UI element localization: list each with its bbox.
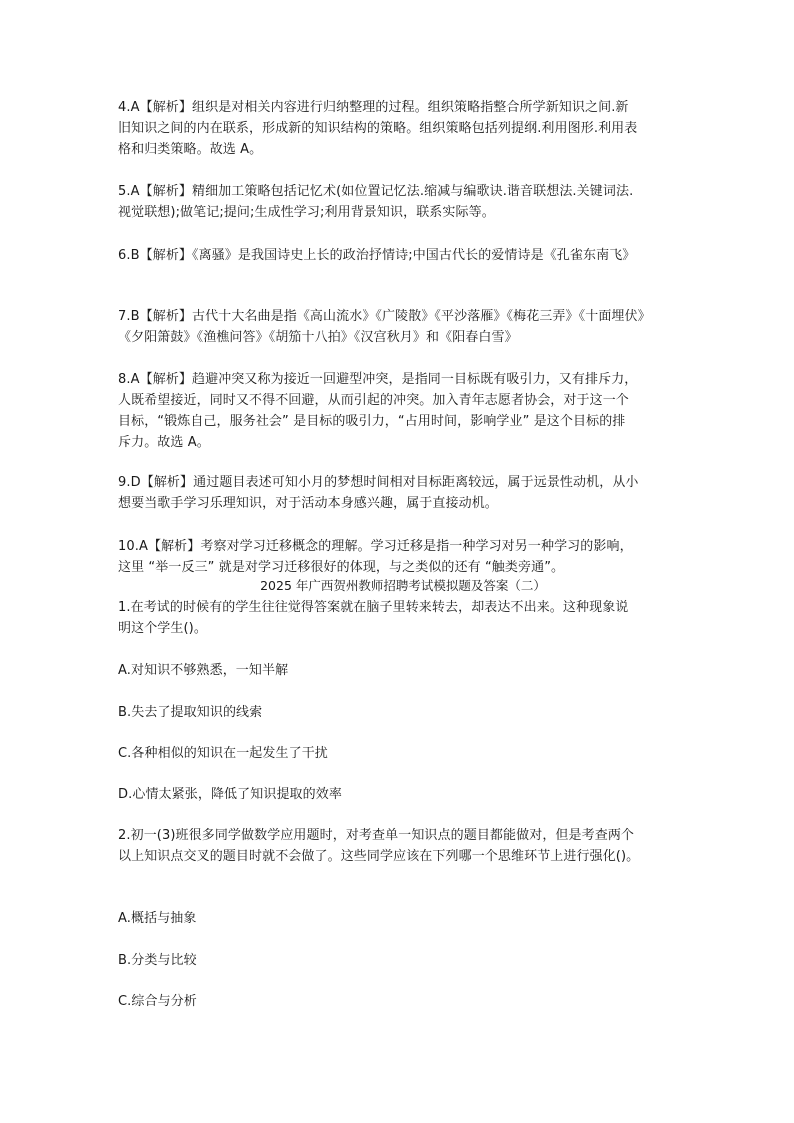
text-line: 这里 “举一反三” 就是对学习迁移很好的体现，与之类似的还有 “触类旁通”。: [118, 560, 565, 575]
text-line: 想要当歌手学习乐理知识，对于活动本身感兴趣，属于直接动机。: [118, 496, 498, 511]
text-line: 目标，“锻炼自己，服务社会” 是目标的吸引力，“占用时间，影响学业” 是这个目标的排: [118, 414, 626, 429]
text-line: 人既希望接近，同时又不得不回避，从而引起的冲突。加入青年志愿者协会，对于这一个: [118, 393, 629, 408]
question-1-option-a: A.对知识不够熟悉，一知半解: [118, 663, 289, 678]
explanation-q8: [118, 369, 688, 453]
question-1-stem: [118, 597, 688, 639]
text-line: 5.A【解析】精细加工策略包括记忆术(如位置记忆法.缩减与编歌诀.谐音联想法.关键词法.: [118, 184, 634, 199]
explanation-q4: [118, 97, 688, 160]
text-line: 格和归类策略。故选 A。: [118, 142, 263, 157]
text-line: 视觉联想);做笔记;提问;生成性学习;利用背景知识，联系实际等。: [118, 205, 495, 220]
text-line: 9.D【解析】通过题目表述可知小月的梦想时间相对目标距离较远，属于远景性动机，从小: [118, 475, 639, 490]
explanation-q6: [118, 245, 688, 266]
text-line: 10.A【解析】考察对学习迁移概念的理解。学习迁移是指一种学习对另一种学习的影响，: [118, 539, 633, 554]
question-1-option-c: C.各种相似的知识在一起发生了干扰: [118, 746, 328, 761]
text-line: 8.A【解析】趋避冲突又称为接近一回避型冲突，是指同一目标既有吸引力，又有排斥力，: [118, 372, 638, 387]
text-line: 斥力。故选 A。: [118, 435, 210, 450]
section-title: 2025 年广西贺州教师招聘考试模拟题及答案（二）: [260, 578, 546, 593]
text-line: 1.在考试的时候有的学生往往觉得答案就在脑子里转来转去，却表达不出来。这种现象说: [118, 600, 629, 615]
text-line: 7.B【解析】古代十大名曲是指《高山流水》《广陵散》《平沙落雁》《梅花三弄》《十面埋伏》: [118, 309, 651, 324]
text-line: 2.初一(3)班很多同学做数学应用题时，对考查单一知识点的题目都能做对，但是考查两个: [118, 828, 635, 843]
question-2-option-b: B.分类与比较: [118, 953, 197, 968]
text-line: 以上知识点交叉的题目时就不会做了。这些同学应该在下列哪一个思维环节上进行强化()。: [118, 849, 640, 864]
text-line: 6.B【解析】《离骚》是我国诗史上长的政治抒情诗;中国古代长的爱情诗是《孔雀东南飞》: [118, 248, 636, 263]
question-2-option-c: C.综合与分析: [118, 994, 197, 1009]
text-line: 《夕阳箫鼓》《渔樵问答》《胡笳十八拍》《汉宫秋月》和《阳春白雪》: [118, 330, 518, 345]
text-line: 4.A【解析】组织是对相关内容进行归纳整理的过程。组织策略指整合所学新知识之间.新: [118, 100, 629, 115]
explanation-q7: [118, 306, 688, 348]
explanation-q9: [118, 472, 688, 514]
explanation-q10: [118, 536, 688, 578]
question-1-option-d: D.心情太紧张，降低了知识提取的效率: [118, 787, 342, 802]
text-line: 明这个学生()。: [118, 621, 207, 636]
text-line: 旧知识之间的内在联系，形成新的知识结构的策略。组织策略包括列提纲.利用图形.利用表: [118, 121, 638, 136]
question-1-option-b: B.失去了提取知识的线索: [118, 705, 263, 720]
question-2-option-a: A.概括与抽象: [118, 911, 197, 926]
question-2-stem: [118, 825, 688, 867]
explanation-q5: [118, 181, 688, 223]
